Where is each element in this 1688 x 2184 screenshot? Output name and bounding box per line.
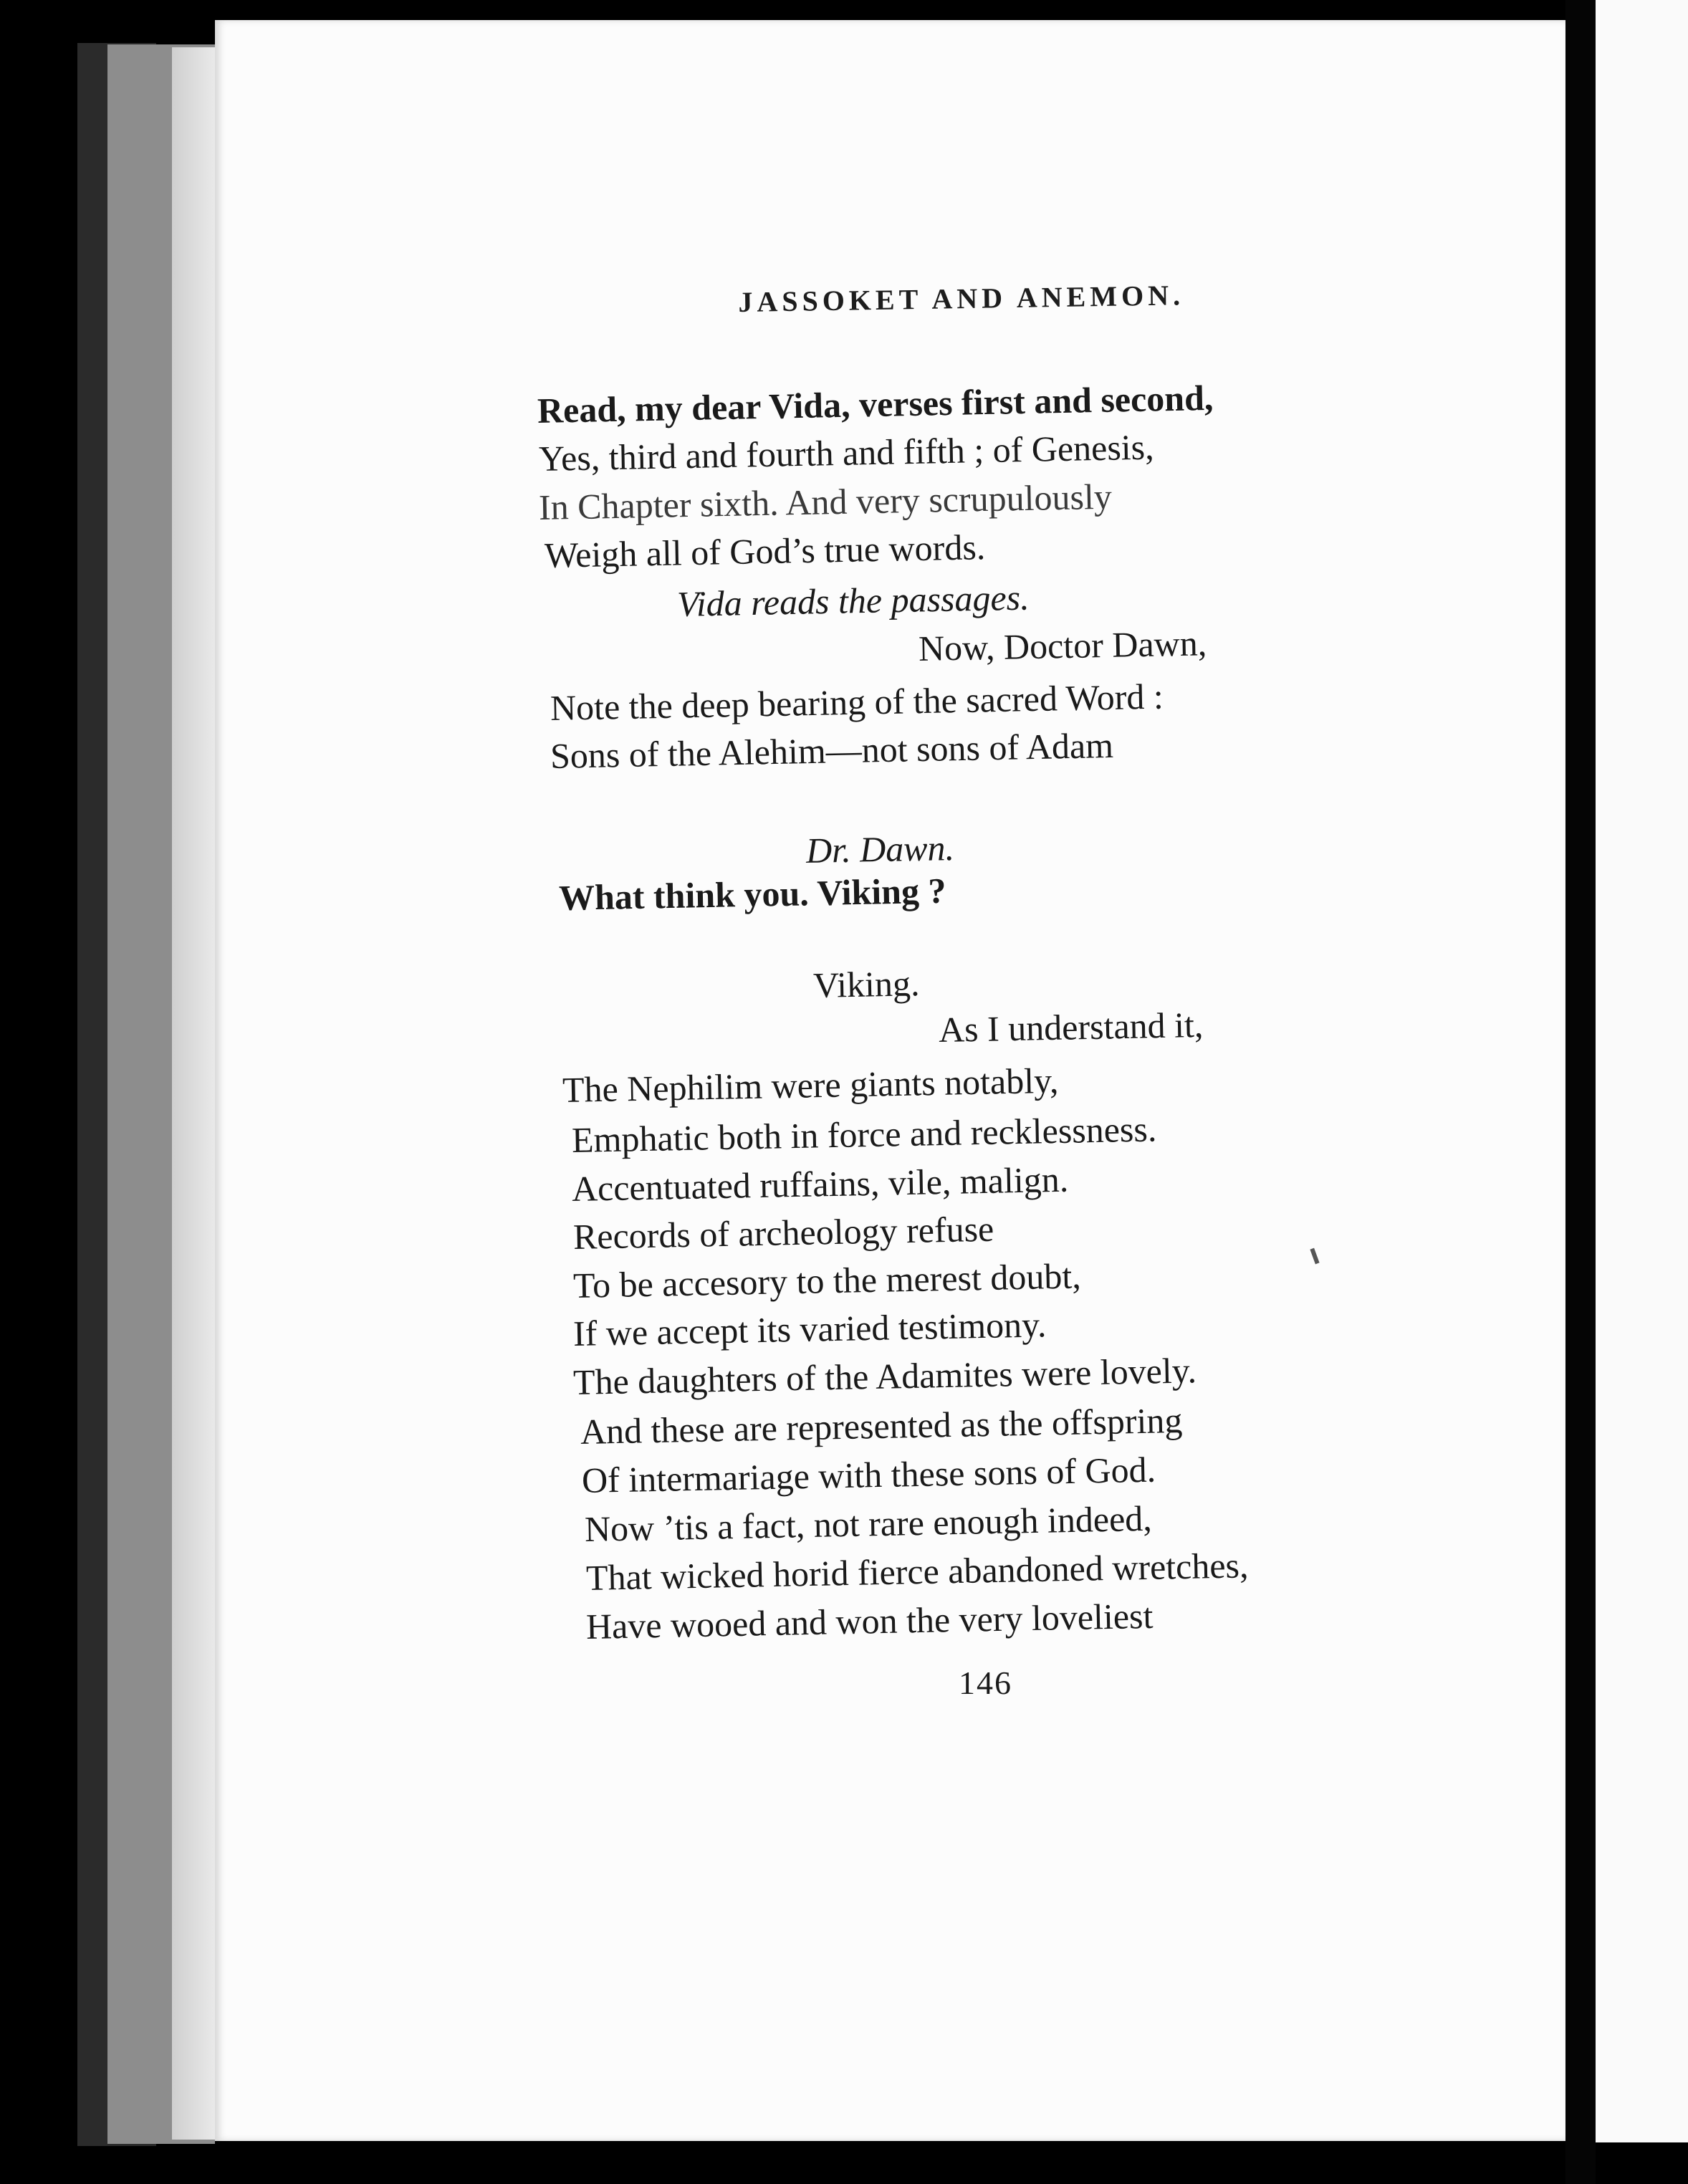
speaker-name: Viking. — [812, 963, 920, 1005]
poem-line: That wicked horid fierce abandoned wretches, — [585, 1545, 1249, 1598]
book-edge-highlight — [172, 47, 215, 2140]
facing-page-sliver — [1596, 0, 1688, 2142]
poem-line: Of intermariage with these sons of God. — [581, 1449, 1156, 1500]
poem-line: To be accesory to the merest doubt, — [572, 1255, 1082, 1306]
poem-line: Note the deep bearing of the sacred Word : — [550, 676, 1164, 728]
speech-line: What think you. Viking ? — [558, 870, 946, 918]
poem-line: As I understand it, — [938, 1004, 1204, 1050]
speaker-name: Dr. Dawn. — [805, 828, 955, 871]
poem-line: Have wooed and won the very loveliest — [585, 1595, 1154, 1647]
poem-line: The daughters of the Adamites were lovely. — [572, 1350, 1197, 1402]
poem-line: Now ’tis a fact, not rare enough indeed, — [584, 1498, 1153, 1549]
poem-line: Read, my dear Vida, verses first and second, — [537, 377, 1214, 431]
poem-line: Now, Doctor Dawn, — [918, 623, 1207, 669]
poem-line: If we accept its varied testimony. — [572, 1304, 1047, 1354]
stage-direction: Vida reads the passages. — [676, 577, 1030, 624]
page-number: 146 — [959, 1665, 1012, 1701]
poem-line: Weigh all of God’s true words. — [544, 527, 986, 575]
poem-line: Sons of the Alehim—not sons of Adam — [550, 724, 1114, 776]
poem-line: Records of archeology refuse — [572, 1208, 994, 1257]
poem-line: Accentuated ruffains, vile, malign. — [571, 1159, 1069, 1209]
poem-line: The Nephilim were giants notably, — [562, 1060, 1059, 1110]
poem-line: In Chapter sixth. And very scrupulously — [538, 476, 1113, 527]
running-head: JASSOKET AND ANEMON. — [738, 279, 1185, 318]
poem-line: Yes, third and fourth and fifth ; of Genesis, — [538, 426, 1155, 479]
poem-line: And these are represented as the offspring — [580, 1399, 1183, 1452]
poem-line: Emphatic both in force and recklessness. — [571, 1108, 1157, 1160]
page-gutter — [1565, 0, 1596, 2184]
